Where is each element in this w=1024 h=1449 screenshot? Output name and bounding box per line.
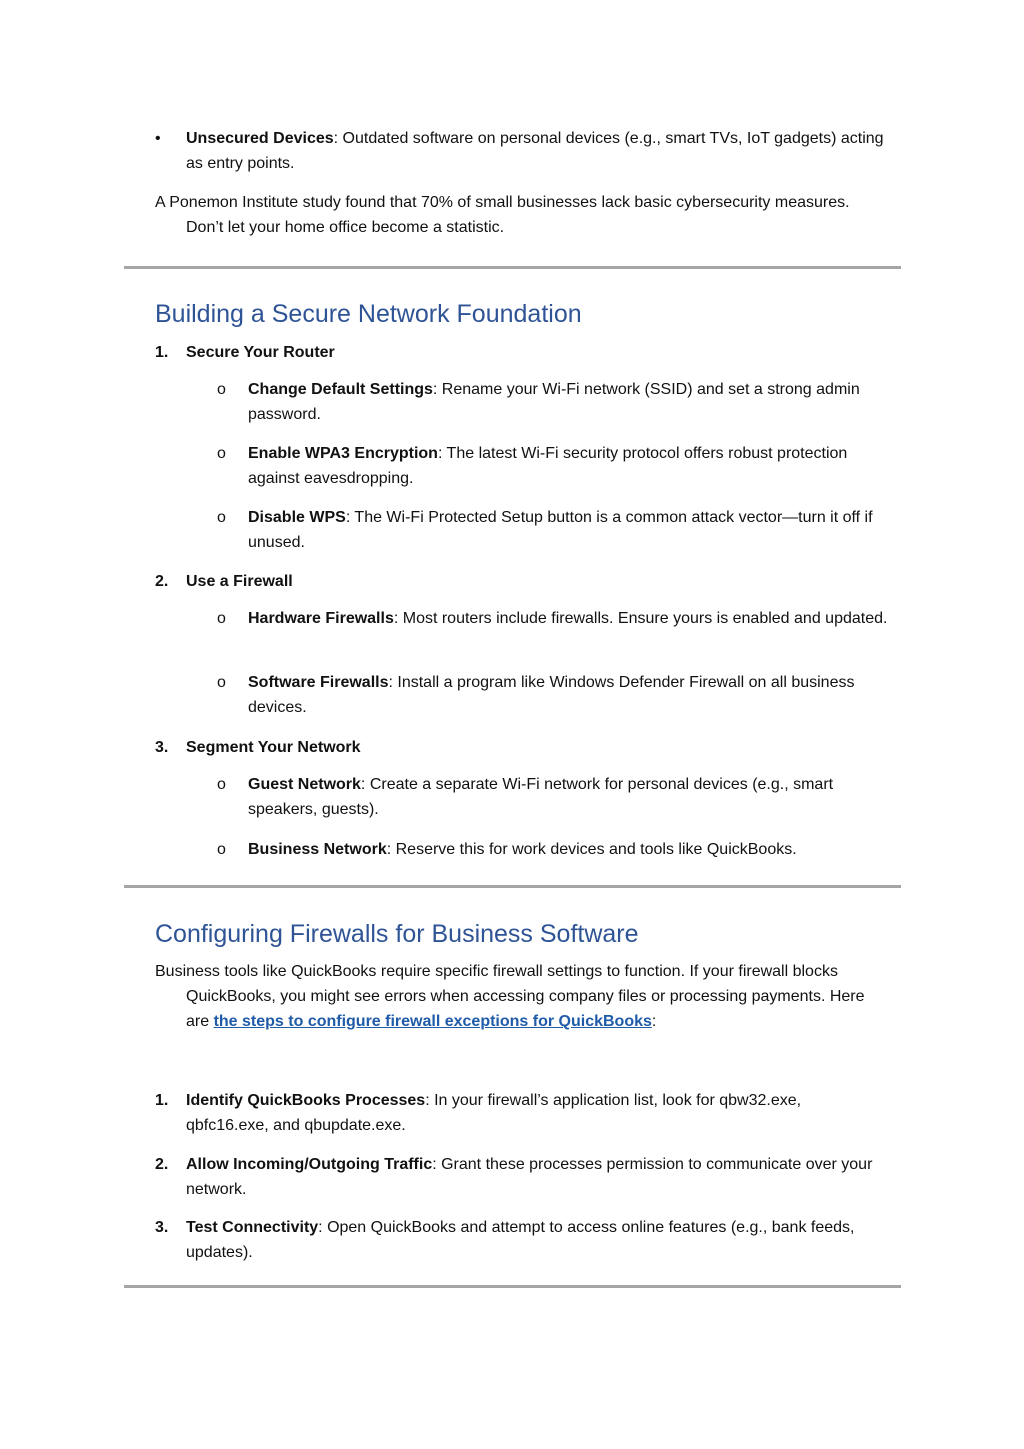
sub-list-item: Disable WPS: The Wi-Fi Protected Setup button is a common attack vector—turn it off if unused.	[248, 509, 873, 551]
bullet-unsecured-devices	[186, 126, 886, 176]
horizontal-rule	[124, 1285, 901, 1288]
quickbooks-firewall-link[interactable]: the steps to configure firewall exceptions for QuickBooks	[213, 1013, 652, 1030]
horizontal-rule	[124, 266, 901, 269]
bullet-title: Unsecured Devices	[186, 130, 334, 147]
horizontal-rule	[124, 885, 901, 888]
step-number: 3.	[155, 1219, 169, 1236]
statistic-paragraph: A Ponemon Institute study found that 70% of small businesses lack basic cybersecurity measures. Don’t let your home office become a statistic.	[155, 194, 850, 236]
firewall-intro-paragraph: Business tools like QuickBooks require specific firewall settings to function. If your firewall blocks QuickBooks, you might see errors when accessing company files or processing payments. Here are the steps to configure firewall exceptions for QuickBooks:	[155, 963, 865, 1030]
sub-bullet-marker: o	[217, 776, 226, 793]
step-item: Identify QuickBooks Processes: In your firewall’s application list, look for qbw32.exe, qbfc16.exe, and qbupdate.exe.	[186, 1092, 802, 1134]
bullet-text: : Outdated software on personal devices (e.g., smart TVs, IoT gadgets) acting as entry points.	[186, 130, 884, 172]
list-number: 3.	[155, 739, 169, 756]
sub-list-item: Enable WPA3 Encryption: The latest Wi-Fi security protocol offers robust protection against eavesdropping.	[248, 445, 848, 487]
list-item-title: Use a Firewall	[186, 573, 293, 590]
step-item: Test Connectivity: Open QuickBooks and attempt to access online features (e.g., bank feeds, updates).	[186, 1219, 855, 1261]
sub-bullet-marker: o	[217, 674, 226, 691]
sub-bullet-marker: o	[217, 509, 226, 526]
step-number: 2.	[155, 1156, 169, 1173]
sub-list-item: Business Network: Reserve this for work devices and tools like QuickBooks.	[248, 841, 797, 858]
step-number: 1.	[155, 1092, 169, 1109]
sub-list-item: Guest Network: Create a separate Wi-Fi network for personal devices (e.g., smart speakers, guests).	[248, 776, 834, 818]
sub-list-item: Software Firewalls: Install a program like Windows Defender Firewall on all business devices.	[248, 674, 855, 716]
list-item-title: Segment Your Network	[186, 739, 361, 756]
section-heading-secure-network: Building a Secure Network Foundation	[155, 300, 582, 328]
list-item-title: Secure Your Router	[186, 344, 335, 361]
sub-bullet-marker: o	[217, 445, 226, 462]
sub-bullet-marker: o	[217, 841, 226, 858]
sub-bullet-marker: o	[217, 610, 226, 627]
list-number: 1.	[155, 344, 169, 361]
bullet-marker: •	[155, 130, 161, 147]
sub-list-item: Hardware Firewalls: Most routers include firewalls. Ensure yours is enabled and updated.	[248, 610, 888, 627]
list-number: 2.	[155, 573, 169, 590]
sub-bullet-marker: o	[217, 381, 226, 398]
sub-list-item: Change Default Settings: Rename your Wi-Fi network (SSID) and set a strong admin password.	[248, 381, 860, 423]
section-heading-configuring-firewalls: Configuring Firewalls for Business Software	[155, 920, 639, 948]
step-item: Allow Incoming/Outgoing Traffic: Grant these processes permission to communicate over your network.	[186, 1156, 873, 1198]
